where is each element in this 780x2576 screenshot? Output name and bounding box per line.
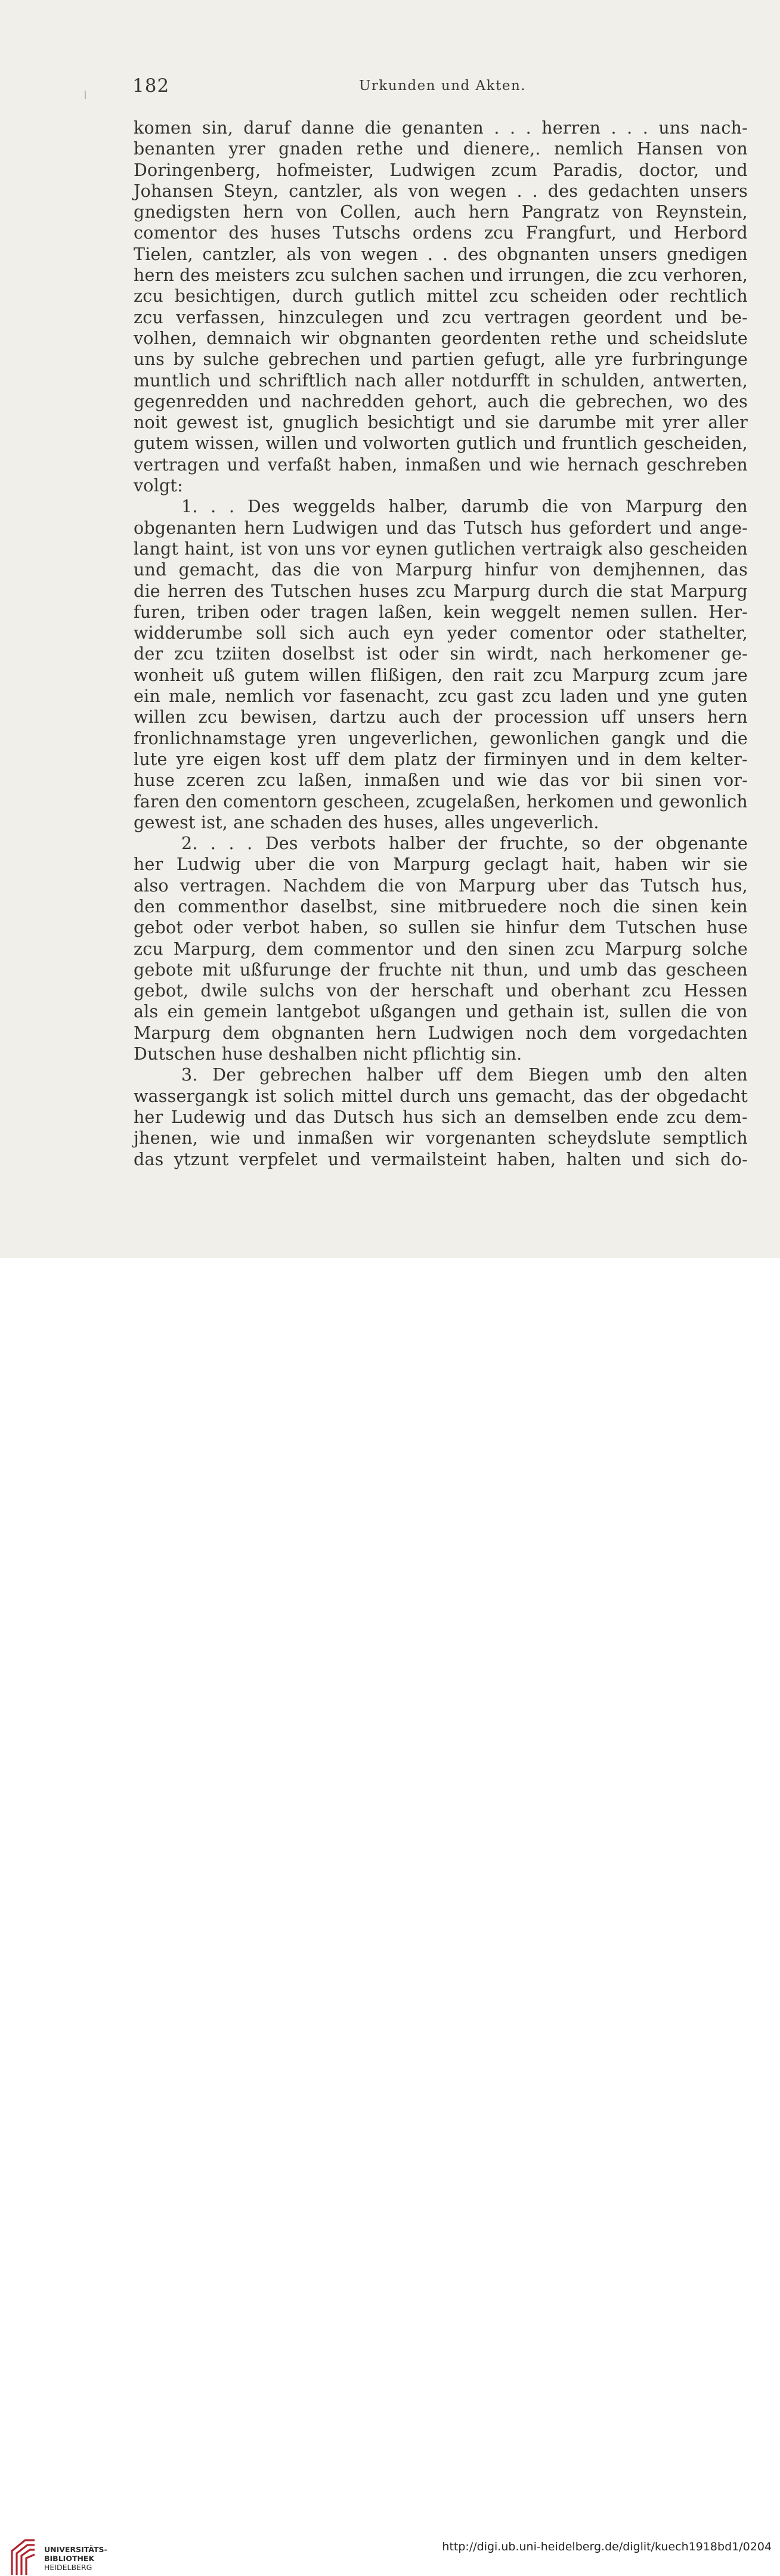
text-line: huse zceren zcu laßen, inmaßen und wie das vor bii sinen vor- [134, 770, 748, 791]
page-number: 182 [132, 75, 170, 97]
text-line: gebot oder verbot haben, so sullen sie hinfur dem Tutschen huse [134, 918, 748, 938]
text-line: Doringenberg, hofmeister, Ludwigen zcum Paradis, doctor, und [134, 160, 748, 180]
text-line: her Ludwig uber die von Marpurg geclagt hait, haben wir sie [134, 854, 748, 875]
text-line: gebot, dwile sulchs von der herschaft und oberhant zcu Hessen [134, 981, 748, 1001]
text-line: lute yre eigen kost uff dem platz der firminyen und in dem kelter- [134, 749, 748, 769]
footer-bar [0, 1258, 780, 2572]
text-line: also vertragen. Nachdem die von Marpurg uber das Tutsch hus, [134, 875, 748, 896]
text-line: fronlichnamstage yren ungeverlichen, gewonlichen gangk und die [134, 728, 748, 748]
text-line: zcu verfassen, hinzculegen und zcu vertragen geordent und be- [134, 307, 748, 327]
text-line: wassergangk ist solich mittel durch uns gemacht, das der obgedacht [134, 1086, 748, 1106]
text-line: 3. Der gebrechen halber uff dem Biegen umb den alten [181, 1065, 748, 1085]
text-line: als ein gemein lantgebot ußgangen und gethain ist, sullen die von [134, 1002, 748, 1022]
library-logo-icon [7, 2538, 38, 2576]
text-line: Dutschen huse deshalben nicht pflichtig sin. [134, 1044, 522, 1064]
running-head [132, 75, 657, 99]
text-line: Tielen, cantzler, als von wegen . . des obgnanten unsers gnedigen [134, 244, 748, 264]
scanned-page [0, 0, 780, 1258]
text-line: Johansen Steyn, cantzler, als von wegen . . des gedachten unsers [134, 181, 748, 201]
text-line: benanten yrer gnaden rethe und dienere,. nemlich Hansen von [134, 139, 748, 159]
text-line: das ytzunt verpfelet und vermailsteint haben, halten und sich do- [134, 1149, 748, 1169]
text-line: Marpurg dem obgnanten hern Ludwigen noch dem vorgedachten [134, 1023, 748, 1043]
text-line: muntlich und schriftlich nach aller notdurfft in schulden, antwerten, [134, 370, 748, 391]
body-text [134, 117, 748, 1170]
text-line: ein male, nemlich vor fasenacht, zcu gast zcu laden und yne guten [134, 686, 748, 707]
text-line: faren den comentorn gescheen, zcugelaßen, herkomen und gewonlich [134, 791, 748, 812]
text-line: gnedigsten hern von Collen, auch hern Pangratz von Reynstein, [134, 202, 748, 222]
text-line: gewest ist, ane schaden des huses, alles ungeverlich. [134, 812, 599, 832]
text-line: widderumbe soll sich auch eyn yeder comentor oder stathelter, [134, 623, 748, 643]
permalink-url[interactable]: http://digi.ub.uni-heidelberg.de/diglit/kuech1918bd1/0204 [442, 2540, 772, 2553]
library-name [44, 2545, 107, 2572]
text-line: vertragen und verfaßt haben, inmaßen und wie hernach geschreben [134, 454, 748, 475]
text-line: komen sin, daruf danne die genanten . . . herren . . . uns nach- [134, 118, 748, 138]
text-line: volhen, demnaich wir obgnanten geordenten rethe und scheidslute [134, 328, 748, 348]
text-line: 2. . . . Des verbots halber der fruchte, so der obgenante [181, 834, 748, 854]
text-line: der zcu tziiten doselbst ist oder sin wirdt, nach herkomener ge- [134, 644, 748, 664]
text-line: noit gewest ist, gnuglich besichtigt und sie darumbe mit yrer aller [134, 413, 748, 433]
running-title: Urkunden und Akten. [359, 78, 527, 94]
text-line: und gemacht, das die von Marpurg hinfur von demjhennen, das [134, 560, 748, 580]
text-line: hern des meisters zcu sulchen sachen und irrungen, die zcu verhoren, [134, 265, 748, 286]
text-line: die herren des Tutschen huses zcu Marpurg durch die stat Marpurg [134, 581, 748, 601]
text-line: furen, triben oder tragen laßen, kein weggelt nemen sullen. Her- [134, 602, 748, 622]
scan-mark [85, 91, 86, 99]
text-line: wonheit uß gutem willen flißigen, den rait zcu Marpurg zcum jare [134, 665, 748, 685]
text-line: uns by sulche gebrechen und partien gefugt, alle yre furbringunge [134, 349, 748, 370]
text-line: obgenanten hern Ludwigen und das Tutsch hus gefordert und ange- [134, 518, 748, 538]
text-line: jhenen, wie und inmaßen wir vorgenanten scheydslute semptlich [134, 1128, 748, 1148]
text-line: willen zcu bewisen, dartzu auch der procession uff unsers hern [134, 707, 748, 727]
library-name-line-3: HEIDELBERG [44, 2563, 92, 2572]
text-line: gebote mit ußfurunge der fruchte nit thun, und umb das gescheen [134, 959, 748, 980]
text-line: comentor des huses Tutschs ordens zcu Frangfurt, und Herbord [134, 223, 748, 243]
text-line: langt haint, ist von uns vor eynen gutlichen vertraigk also gescheiden [134, 538, 748, 559]
text-line: volgt: [134, 476, 183, 496]
text-line: zcu besichtigen, durch gutlich mittel zcu scheiden oder rechtlich [134, 286, 748, 306]
text-line: den commenthor daselbst, sine mitbruedere noch die sinen kein [134, 896, 748, 917]
text-line: zcu Marpurg, dem commentor und den sinen zcu Marpurg solche [134, 939, 748, 959]
text-line: her Ludewig und das Dutsch hus sich an demselben ende zcu dem- [134, 1107, 748, 1127]
text-line: gutem wissen, willen und volworten gutlich und fruntlich gescheiden, [134, 434, 748, 454]
text-line: gegenredden und nachredden gehort, auch die gebrechen, wo des [134, 391, 748, 411]
library-name-line-1: UNIVERSITÄTS- [44, 2545, 107, 2554]
library-name-line-2: BIBLIOTHEK [44, 2554, 95, 2563]
text-line: 1. . . Des weggelds halber, darumb die von Marpurg den [181, 497, 748, 517]
